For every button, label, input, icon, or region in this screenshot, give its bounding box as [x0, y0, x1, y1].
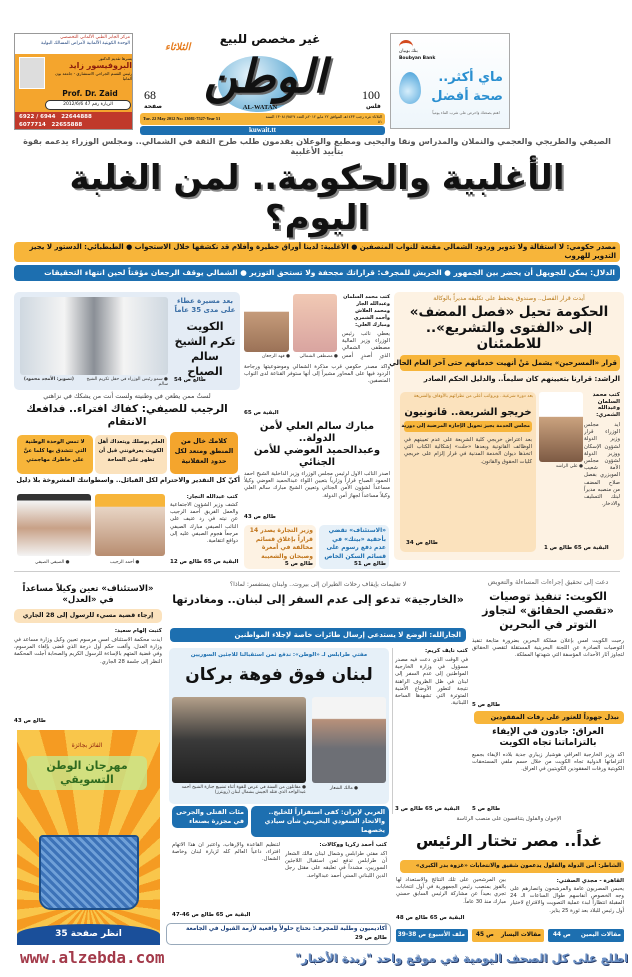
bottom-ad-title: مهرجان الوطن التسويقي: [27, 756, 147, 790]
mini-box-2[interactable]: [244, 525, 316, 569]
ad-phone4: 6077714: [19, 121, 46, 128]
footer-url[interactable]: www.alzebda.com: [20, 948, 165, 967]
honor-caption: ● سمو رئيس الوزراء في حفل تكريم الشيخ سالم: [86, 377, 168, 387]
water-drop-icon: [399, 72, 421, 104]
ad-desc: رئيس القسم الجراحي الاستشاري - جامعة بون ألمانيا: [55, 71, 132, 81]
alrashed-caption: ● علي الراشد: [555, 464, 583, 469]
lead-bar-orange: مصدر حكومي: لا استقالة ولا تدوير وردود الشمالي مقنعة للنواب المنصفين ● الأغلبية: لدينا أوراق خطيرة وأفلام قد نكشفها خلال الاستجواب ● الطبطبائي: الدستور لا يجيز التدوير للهروب: [14, 242, 620, 262]
index-label-1: مقالات اليمين: [580, 932, 621, 938]
alsaifi-caption: ● الصيفي الصيفي: [35, 560, 70, 565]
egypt-body-2: بين المرشحين على تلك النتائج والاستعداد لها بالفوز بمنصب رئيس الجمهورية في أول انتخابات تجري بعيداً عن مشاركة الرئيس السابق حسني مبارك منذ 30 عاماً.: [396, 877, 506, 905]
alrashed-photo: [539, 392, 583, 462]
right-story-headline: الحكومة تحيل «فصل المضف» إلى «الفتوى والتشريع».. للاطمئنان: [409, 304, 609, 352]
right-story-byline: كتب محمد السلمان وعبدالله الشمري:: [592, 392, 620, 418]
bottom-ad[interactable]: [17, 730, 160, 945]
price-unit: فلس: [366, 103, 381, 110]
lead-bar-blue: الدلال: يمكن للجويهل أن يحضر بين الجمهور ● الحريش للمجرف: قراراتك مجحفة ولا تستحق التوزير ● الشمالي يوقف الرجعان مؤقتاً لحين انتهاء التحقيقات: [14, 265, 620, 281]
egypt-headline: غداً.. مصر تختار الرئيس: [415, 831, 603, 850]
academics-more: طالع ص 29: [355, 935, 387, 941]
masthead-kicker: غير مخصص للبيع: [219, 32, 321, 46]
lead-headline: الأغلبية والحكومة.. لمن الغلبة اليوم؟: [69, 158, 565, 238]
pages-count: 68: [144, 88, 156, 102]
sharia-body: بعد اعتراض خريجي كلية الشريعة على عدم تعيينهم في الوظائف القانونية وبعدها «حلت» إشكالية الكتاب التي اتخذها ديوان الخدمة المدنية في قرار إلزام على خريجي كليات الحقوق والقانون.: [404, 437, 532, 465]
doctor-photo: [19, 57, 45, 89]
honor-more[interactable]: طالع ص 54: [174, 377, 206, 383]
egypt-body: يحبس المصريون عامة والمرشحون وأنصارهم على وجه الخصوص أنفاسهم طوال الساعات الـ 24 المقبلة انتظاراً لبدء عملية التصويت والاقتراع لاختيار أول رئيس للبلاد بعد ثورة 25 يناير.: [510, 886, 624, 914]
egypt-more[interactable]: البقية ص 65 طالع ص 48: [396, 915, 465, 921]
right-story-more[interactable]: البقية ص 65 طالع ص 1: [544, 545, 609, 551]
website-link[interactable]: kuwait.tt: [140, 126, 385, 135]
ad-visit: الزيارة رقم 47: [84, 102, 113, 107]
center-byline: كتب محمد السلمان وعبدالله الجار ومحمد العلاش وأحمد الشمري ومبارك العلي:: [343, 294, 390, 328]
boubyan-logo-icon: [399, 40, 413, 48]
lead-kicker: الصيفي والطريجي والعجمي والنملان والمدراس ونقا واليحيى ومطيع والوعلان يقدمون طلب طرح الثقة في الشمالي.. ومجلس الوزراء يدعمه بقوة بتأييد الأغلبية: [23, 136, 611, 156]
bank-name-en: Boubyan Bank: [399, 56, 436, 61]
mini-box-arabi[interactable]: العربي لإيران: كفى استفزازاً للخليج.. والاتحاد السعودي البحريني شأن سيادي يخصهما: [251, 806, 389, 837]
honor-headline: الكويت تكرم الشيخ سالم الصباح: [174, 320, 236, 378]
rujaib-quote-1: كلامك خال من المنطق ومتعد لكل حدود العقلانية: [170, 432, 238, 474]
tripoli-kicker: مفتي طرابلس لـ «الوطن»: ندفع ثمن استقبالنا للاجئين السوريين: [190, 652, 368, 658]
bottom-ad-top: الفائز بجائزة: [71, 742, 103, 749]
rujaib-more[interactable]: البقية ص 65 طالع ص 12: [170, 559, 239, 565]
index-item-left[interactable]: [472, 929, 544, 942]
right-story-sub: قرار «المسرحين» يشمل مَنْ أنهيت خدماتهم حتى آخر العام الحالي: [400, 355, 620, 371]
ad-intro: يسرها تقديم الدكتور: [98, 56, 132, 61]
appointments-headline-1: مبارك سالم العلي لأمن الدولة..: [259, 421, 375, 444]
ad-note: اهتم بصحتك واحرص على شرب الماء يومياً: [432, 110, 500, 115]
iraq-headline: العراق: جادون في الإيفاء بالتزاماتنا تجاه الكويت: [492, 727, 604, 748]
rujaib-body: كشف وزير الشؤون الاجتماعية والعمل الفريق أحمد الرجيب عن نيته في رد عنيف على النائب الصيفي مبارك الصيفي مرجعاً هجوم الصيفي عليه إلى دوافع انتقامية.: [170, 502, 238, 545]
rujaib-sub: أكنّ كل التقدير والاحترام لكل القبائل.. واسطوانتك المشروخة بلا دليل: [16, 476, 240, 484]
iraq-more[interactable]: طالع ص 5: [472, 806, 501, 812]
divider-vertical: [392, 648, 393, 814]
academics-bar[interactable]: [166, 923, 391, 945]
right-story-body: أيد مجلس الوزراء قرار وزير الدولة لشؤون الإسكان ووزير الدولة لشؤون مجلس الأمة شعيب المويزري بفصل صلاح المضف من منصبه مديراً لبنك التسليف والادخار.: [584, 422, 620, 508]
center-body-1: يعطي نائب رئيس الوزراء وزير المالية مصطفى الشمالي الذي أصدر أمس: [342, 331, 390, 359]
bahrain-kicker: دعت إلى تحقيق إجراءات المساءلة والتعويض: [487, 578, 609, 586]
sharia-sub: مجلس الخدمة يجيز تحويل الإجازة المرضية إلى دورية: [404, 421, 532, 432]
iraq-body: أكد وزير الخارجية العراقي هوشيار زيباري جدية بلاده الإيفاء بجميع التزاماتها الدولية تجاه الكويت من خلال حسم ملفي المستحقات الكويتية ورفات المفقودين الكويتيين في العراق.: [472, 752, 624, 773]
tripoli-more[interactable]: البقية ص 65 طالع ص 46-47: [172, 912, 251, 918]
rujaib-quote-2: العلم يوصلك ويتعداك أهل الكويت يعرفونني قبل أن تظهر على الساحة: [95, 435, 167, 474]
tripoli-byline: كتب أحمد زكريا ووكالات:: [319, 842, 387, 848]
lebanon-byline: كتب نايف كريم:: [424, 648, 468, 654]
iraq-kicker: نبذل جهوداً للعثور على رفات المفقودين: [474, 711, 624, 724]
index-label-2: مقالات اليسار: [500, 932, 541, 938]
ad-phone2: 22655888: [51, 121, 83, 128]
bahrain-body: رحبت الكويت أمس بإعلان مملكة البحرين بضرورة متابعة تنفيذ التوصيات الصادرة عن اللجنة البحرينية المستقلة لتقصي الحقائق لتجاوز آثار الأحداث المؤسفة التي شهدتها المملكة.: [472, 638, 624, 659]
alsaifi-photo: [17, 494, 91, 556]
ad-slogan-1: ماي أكثر..: [438, 70, 503, 85]
left-ad[interactable]: [14, 33, 133, 130]
honor-box: [14, 292, 240, 390]
egypt-byline: القاهرة - مجدي الصفتي:: [556, 878, 624, 884]
honor-credit: (تصوير: الأمجد محمود): [23, 377, 74, 382]
mini-box-1-text: «الاستئناف» تقضي بأحقية «بيتك» في عدم دفع رسوم على قسائم السكن الخاص: [324, 527, 386, 560]
ad-phone1: 22644888: [61, 114, 92, 120]
right-ad[interactable]: [390, 33, 510, 129]
shaar-photo: [312, 697, 386, 783]
egypt-sub: الشاطر: أمن الدولة والفلول يدعمون شفيق والانتخابات «غزوة بدر الكبرى»: [400, 860, 624, 873]
sharia-headline: خريجو الشريعة.. قانونيون: [404, 407, 532, 418]
sharia-more[interactable]: طالع ص 34: [406, 540, 438, 546]
dateline-bar: [140, 113, 385, 125]
tripoli-body-2: لتنظيم القاعدة والإرهاب، واعتبر أن هذا الاتهام افتراء، داعياً العالم كله لزيارة لبنان وخاصة الشمال.: [172, 842, 280, 863]
judiciary-more[interactable]: طالع ص 43: [14, 718, 46, 724]
mini-box-2-more: طالع ص 5: [284, 561, 313, 567]
mini-box-1[interactable]: [319, 525, 389, 569]
index-page-2: ص 45: [476, 932, 494, 938]
alrajaan-caption: ● فهد الرجعان: [261, 354, 290, 359]
ad-doctor-name-en: Prof. Dr. Zaid: [62, 89, 118, 98]
lebanon-bar: الجارالله: الوضع لا يستدعي إرسال طائرات خاصة لإجلاء المواطنين: [170, 628, 466, 642]
bahrain-more[interactable]: طالع ص 5: [472, 702, 501, 708]
masthead: [140, 32, 385, 132]
rujaib-kicker: لستُ ممن يطعن في وطنيته ولست أنت من يشكك في نزاهتي: [43, 392, 211, 400]
index-page-3: ص 38-39: [397, 932, 427, 938]
masthead-day: الثلاثاء: [165, 42, 191, 53]
index-page-1: ص 44: [552, 932, 571, 938]
rujaib-quote-3: لا تمس الوحدة الوطنية التي تتشدق بها كلما عنَّ على خاطرك مهاجمتي: [17, 435, 93, 474]
rujaib-byline: كتب عبدالله النجار:: [186, 494, 238, 500]
judiciary-headline: «الاستئناف» تعين وكيلاً مساعداً في «العدل»: [22, 584, 154, 605]
index-item-weekly[interactable]: [396, 929, 468, 942]
shaar-caption: ● مالك الشعار: [330, 786, 359, 791]
shopping-basket-icon: [39, 835, 139, 910]
ad-center-name: مركز الجابر الطبي الألماني التخصصي: [60, 35, 130, 40]
mini-box-yemen[interactable]: مئات القتلى والجرحى في مجزرة بصنعاء: [172, 806, 248, 828]
mini-box-1-more: طالع ص 51: [354, 561, 386, 567]
bank-name-ar: بنك بوبيان: [399, 49, 418, 54]
sharia-box: [400, 392, 536, 552]
honor-kicker: بعد مسيرة عطاء على مدى 35 عاماً: [174, 297, 236, 314]
bottom-ad-cta: انظر صفحة 35: [17, 924, 160, 945]
tripoli-funeral-photo: [172, 697, 306, 783]
tripoli-body: أكد مفتي طرابلس وشمال لبنان مالك الشعار أن طرابلس تدفع ثمن استقبال اللاجئين السوريين، مشدداً في تعليقه على مقتل رجل الدين اللبناني السني أحمد عبدالواحد.: [285, 851, 387, 879]
index-item-right[interactable]: [548, 929, 624, 942]
judiciary-body: أيدت محكمة الاستئناف أمس مرسوم تعيين وكيل وزارة مساعد في وزارة العدل، وألغت حكم أول درجة الذي قضى بإلغاء المرسوم، وفي قضية المتهم بالإساءة للرسول الكريم والصحابة أجلت المحكمة النظر إلى جلسة 28 الجاري.: [14, 637, 162, 665]
alrajaan-photo: [244, 294, 289, 352]
ad-slogan-2: صحة أفضل: [431, 89, 503, 104]
center-more[interactable]: البقية ص 65: [244, 410, 279, 416]
judiciary-sub: إرجاء قضية مسيء للرسول إلى 28 الجاري: [14, 609, 162, 623]
rujaib-photo: [95, 494, 165, 556]
alshemali-caption: ● مصطفى الشمالي: [299, 354, 338, 359]
lebanon-body: في الوقت الذي دعت فيه مصدر مسؤول في وزارة الخارجية المواطنين إلى عدم السفر إلى لبنان في ظل الظروف الراهنة نتيجة لتطور الأوضاع الأمنية المتوترة التي تشهدها الساحة اللبنانية.: [395, 657, 468, 707]
index-label-3: ملف الأسبوع: [428, 932, 465, 938]
right-story-quote: الراشد: قرارنا بتعيينهم كان سليماً.. والدليل الحكم الصادر: [423, 375, 620, 383]
tripoli-headline: لبنان فوق فوهة بركان: [185, 665, 373, 685]
mini-box-2-text: وزير التجارة يصدر 14 قراراً بإغلاق قسائم مخالفة في أمغرة وصبحان والشعيبة: [249, 527, 313, 560]
appointments-body: أصدر النائب الأول لرئيس مجلس الوزراء وزير الداخلية الشيخ أحمد الحمود الصباح قراراً وزارياً بتعيين اللواء عبدالحميد العوضي وكيلاً مساعداً لشؤون الأمن الجنائي وتعيين الشيخ مبارك سالم العلي وكيلاً مساعداً لجهاز أمن الدولة.: [244, 471, 390, 499]
lebanon-kicker: لا تعليمات بإيقاف رحلات الطيران إلى بيروت.. ولبنان يستفسر: لماذا؟: [229, 581, 407, 588]
lebanon-headline: «الخارجية» تدعو إلى عدم السفر إلى لبنان.. ومغادرتها: [172, 593, 464, 606]
appointments-more[interactable]: طالع ص 43: [244, 514, 276, 520]
masthead-name: الوطن: [203, 49, 327, 103]
academics-text: أكاديميون وطلبة للمجرف: نحتاج حلولاً واقعية لأزمة القبول في الجامعة: [185, 926, 387, 932]
appointments-headline-2: وعبدالحميد العوضي للأمن الجنائي: [253, 445, 381, 468]
right-story-kicker: أيدت قرار الفصل.. وصندوق يتحفظ على تكليفه مديراً بالوكالة: [433, 295, 585, 302]
right-story: [389, 292, 624, 560]
rujaib-headline: الرجيب للصيفي: كفاك افتراء.. فدافعك الانتقام: [26, 403, 228, 428]
ad-doctor-name-ar: البروفيسور زايد: [69, 61, 132, 70]
footer-text: اطلع على كل الصحف اليومية في موقع واحد "زبدة الأخبار": [295, 951, 628, 965]
bahrain-headline: الكويت: تنفيذ توصيات «تقصي الحقائق» لتجاوز التوتر في البحرين: [482, 590, 614, 631]
masthead-latin: AL-WATAN: [242, 104, 278, 111]
egypt-kicker: الإخوان والفلول يتنافسون على منصب الرئاسة: [456, 816, 562, 822]
ad-date: 2012/6/6: [63, 102, 84, 107]
dateline-ar: الثلاثاء غرة رجب ١٤٣٣هـ الموافق ٢٢ مايو ٢٠١٢م العدد ١٣٠٨١/٧٥٢٧ السنة ٥١: [265, 114, 382, 124]
rujaib-caption: ● أحمد الرجيب: [110, 560, 140, 565]
lebanon-more[interactable]: البقية ص 65 طالع ص 3: [395, 806, 460, 812]
alshemali-photo: [293, 294, 337, 352]
ad-phone3: 6922 / 6944: [19, 114, 56, 120]
funeral-caption: ● مقاتلون من السنة في عرض للقوة أثناء تشييع جنازة الشيخ أحمد عبدالواحد الذي قتله الجيش بشمال لبنان (رويترز): [181, 785, 306, 795]
ad-unit-name: الوحدة الكويتية الألمانية لأمراض المسالك البولية: [41, 40, 130, 46]
judiciary-byline: كتبت إلهام سعيد:: [114, 628, 162, 634]
honor-photo: [20, 297, 168, 375]
sharia-kicker: بعد دورة شرعية.. وبرواتب أعلى من نظرائهم بالأوقاف والشريعة: [413, 394, 533, 399]
divider: [14, 571, 620, 572]
pages-unit: صفحة: [144, 103, 163, 110]
center-body-2: وأكد مصدر حكومي قرب مذكرة الشمالي وموضوعيتها ورجاحة الردود فيها على المحاور مشيراً إلى أنها ستوفر القناعة لدى النواب المنصفين.: [244, 364, 390, 385]
price: 100: [362, 88, 380, 102]
dateline-en: Tue. 22 May 2012 No: 13081-7527-Year 51: [143, 116, 221, 121]
appointments-story: [244, 421, 390, 520]
